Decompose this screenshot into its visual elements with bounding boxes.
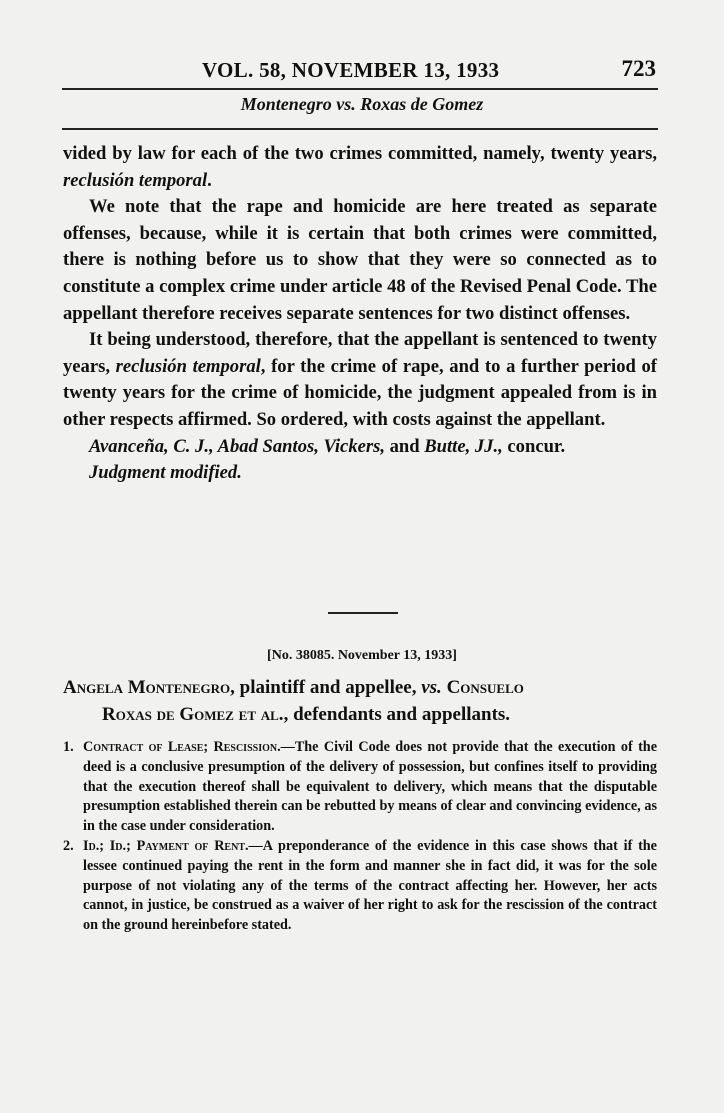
syllabus-heading: Contract of Lease; Rescission. [83, 739, 281, 755]
page-header [62, 54, 658, 90]
defendant-name: Roxas de Gomez et al. [102, 704, 284, 725]
running-title: Montenegro vs. Roxas de Gomez [240, 94, 484, 114]
judgment-line: Judgment modified. [89, 462, 242, 484]
syllabus-item: 1. Contract of Lease; Rescission.—The Civil Code does not provide that the execution of the deed is a conclusive presumption of the delivery of possession, but confines itself to providing that the execution thereof shall be equivalent to delivery, which means that the disputable presumption established therein can be rebutted by means of clear and convincing evidence, as in the case under consideration. [63, 739, 657, 835]
syllabus-heading: Id.; Id.; Payment of Rent. [83, 837, 249, 854]
section-divider [328, 612, 398, 614]
paragraph-disposition: It being understood, therefore, that the appellant is sentenced to twenty years, reclusión temporal, for the crime of rape, and to a further period of twenty years for the crime of homicide, the judgment appealed from is in other respects affirmed. So ordered, with costs against the appellant. [63, 329, 657, 430]
docket-number: [No. 38085. November 13, 1933] [267, 648, 457, 663]
page-number: 723 [621, 56, 656, 81]
header-rule [62, 128, 658, 130]
volume-line: VOL. 58, NOVEMBER 13, 1933 [202, 58, 500, 82]
opinion-body [63, 141, 657, 487]
plaintiff-name: Angela Montenegro [63, 677, 231, 698]
syllabus [63, 738, 657, 936]
paragraph-separate-offenses: We note that the rape and homicide are here treated as separate offenses, because, while it is certain that both crimes were committed, there is nothing before us to show that they were so connected as to constitute a complex crime under article 48 of the Revised Penal Code. The appellant therefore receives separate sentences for two distinct offenses. [63, 196, 657, 324]
concurrence: Avanceña, C. J., Abad Santos, Vickers, and Butte, JJ., concur. [89, 435, 566, 457]
case-parties: Angela Montenegro, plaintiff and appellee, vs. Consuelo Roxas de Gomez et al., defendants and appellants. [63, 677, 524, 725]
syllabus-item: 2. Id.; Id.; Payment of Rent.—A preponderance of the evidence in this case shows that if the lessee continued paying the rent in the form and manner she in fact did, it was for the sole purpose of not violating any of the terms of the contract affecting her. However, her acts cannot, in justice, be construed as a waiver of her right to ask for the rescission of the contract on the ground hereinbefore stated. [63, 837, 657, 934]
paragraph-continued: vided by law for each of the two crimes committed, namely, twenty years, reclusión temporal. [63, 143, 657, 191]
defendant-first-name: Consuelo [441, 677, 524, 698]
